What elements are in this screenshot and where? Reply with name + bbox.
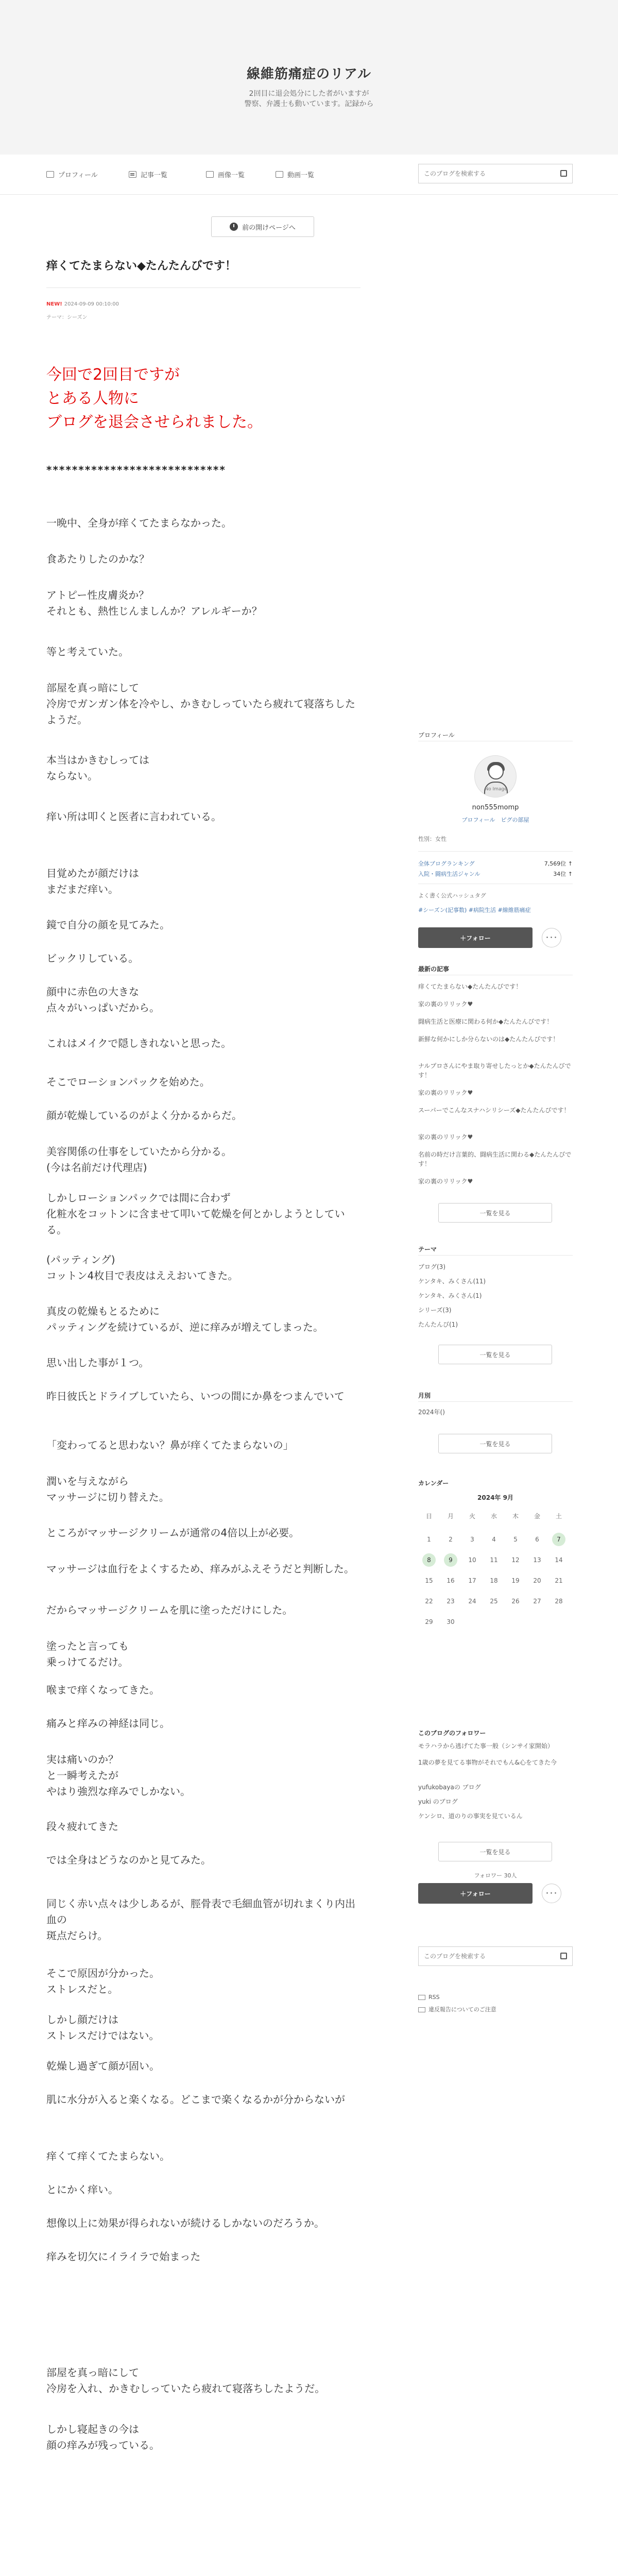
- profile-links[interactable]: プロフィール ピグの部屋: [461, 817, 529, 823]
- report-link[interactable]: [418, 2005, 496, 2013]
- theme-item[interactable]: ケンタキ、みくさん(11): [418, 1278, 486, 1285]
- theme-item[interactable]: たんたんび(1): [418, 1321, 458, 1328]
- profile-icon: [46, 171, 54, 178]
- follower-blog-link[interactable]: モラハラから逃げてた事一般（シンサイ家開始）: [418, 1742, 554, 1750]
- recent-article-link[interactable]: 新鮮な何かにしか分らないのは◆たんたんびです！: [418, 1036, 559, 1043]
- ranking-value: 7,569位 ↑: [544, 860, 573, 867]
- calendar-day[interactable]: 13: [533, 1556, 541, 1564]
- article-paragraph: 昨日彼氏とドライブしていたら、いつの間にか鼻をつまんでいて: [46, 1390, 345, 1402]
- profile-name[interactable]: non555momp: [472, 804, 519, 811]
- follower-blog-link[interactable]: 1歳の夢を見てる事物がそれでもん&心をてきた今: [418, 1759, 557, 1766]
- entry-meta: [46, 300, 360, 323]
- search-input[interactable]: [419, 1947, 553, 1965]
- article-paragraph: これはメイクで隠しきれないと思った。: [46, 1037, 232, 1049]
- recent-article-link[interactable]: 家の裏のリリック♥: [418, 1089, 473, 1096]
- avatar[interactable]: [474, 755, 517, 798]
- calendar-weekday: 月: [447, 1513, 454, 1520]
- followers-list-button[interactable]: 一覧を見る: [438, 1842, 552, 1861]
- profile-sex: 性別：女性: [418, 836, 447, 842]
- recent-article-link[interactable]: ナルプロさんにやま取り寄せしたっとか◆たんたんびです！: [418, 1062, 571, 1079]
- nav-item-label: 動画一覧: [287, 172, 315, 179]
- ranking-value: 34位 ↑: [553, 871, 573, 877]
- theme-item[interactable]: ブログ(3): [418, 1263, 445, 1270]
- article-paragraph: 乾燥し過ぎて顔が固い。: [46, 2060, 160, 2072]
- article-paragraph: 部屋を真っ暗にして 冷房でガンガン体を冷やし、かきむしっていたら疲れて寝落ちしたようだ。: [46, 682, 355, 726]
- ranking-label: 入院・闘病生活ジャンル: [418, 871, 480, 877]
- calendar-weekday: 木: [512, 1513, 519, 1520]
- article-paragraph: 同じく赤い点々は少しあるが、脛骨表で毛細血管が切れまくり内出血の 斑点だらけ。: [46, 1897, 355, 1942]
- followers-count: フォロワー 30人: [474, 1872, 517, 1879]
- calendar-day[interactable]: 23: [447, 1598, 455, 1605]
- recent-article-link[interactable]: 名前の時だけ言葉的、闘病生活に関わる◆たんたんびです！: [418, 1151, 572, 1167]
- article-paragraph: そこでローションパックを始めた。: [46, 1076, 210, 1088]
- article-paragraph: 痒い所は叩くと医者に言われている。: [46, 810, 221, 823]
- article-paragraph: 想像以上に効果が得られないが続けるしかないのだろうか。: [46, 2217, 324, 2229]
- entry-theme[interactable]: テーマ：シーズン: [46, 315, 88, 320]
- calendar-day[interactable]: 2: [449, 1536, 453, 1543]
- nav-item-videos[interactable]: [276, 170, 314, 179]
- calendar-day[interactable]: 30: [447, 1618, 455, 1625]
- calendar-day[interactable]: 1: [427, 1536, 431, 1543]
- article-paragraph: 部屋を真っ暗にして 冷房を入れ、かきむしっていたら疲れて寝落ちしたようだ。: [46, 2366, 325, 2395]
- article-paragraph: しかしローションパックでは間に合わず 化粧水をコットンに含ませて叩いて乾燥を何とかしようとしている。: [46, 1192, 345, 1236]
- recent-article-link[interactable]: 闘病生活と医療に関わる何か◆たんたんびです！: [418, 1018, 553, 1025]
- hashtag-list[interactable]: #シーズン(記事数) #病院生活 #線維筋痛症: [418, 907, 531, 913]
- calendar-day[interactable]: 16: [447, 1577, 455, 1584]
- nav-item-profile[interactable]: [46, 170, 98, 179]
- entry-title[interactable]: 痒くてたまらない◆たんたんびです！: [46, 260, 236, 273]
- article-paragraph: 痒くて痒くてたまらない。: [46, 2150, 170, 2162]
- separator-stars: ****************************: [46, 464, 226, 476]
- calendar-month: 2024年 9月: [477, 1494, 513, 1501]
- clock-icon: [230, 223, 238, 231]
- ranking-row[interactable]: [418, 859, 573, 868]
- calendar-heading: カレンダー: [418, 1480, 449, 1487]
- article-paragraph: マッサージは血行をよくするため、痒みがふえそうだと判断した。: [46, 1563, 354, 1575]
- article-paragraph: 段々疲れてきた: [46, 1820, 118, 1833]
- site-title[interactable]: 線維筋痛症のリアル: [247, 66, 371, 82]
- calendar-day[interactable]: 6: [535, 1536, 539, 1543]
- video-icon: [276, 171, 283, 178]
- calendar-day[interactable]: 9: [444, 1553, 457, 1567]
- archive-item[interactable]: 2024年(): [418, 1409, 445, 1416]
- article-paragraph: アトピー性皮膚炎か？ それとも、熱性じんましんか？アレルギーか？: [46, 589, 262, 617]
- calendar-day[interactable]: 22: [425, 1598, 433, 1605]
- calendar-weekday: 火: [469, 1513, 475, 1520]
- calendar-weekday: 金: [534, 1513, 540, 1520]
- calendar-weekday: 土: [555, 1513, 562, 1520]
- lead-line: とある人物に: [46, 389, 139, 408]
- report-icon: [418, 2007, 425, 2012]
- recent-article-link[interactable]: 家の裏のリリック♥: [418, 1001, 473, 1008]
- nav-item-images[interactable]: [206, 170, 245, 179]
- article-paragraph: だからマッサージクリームを肌に塗っただけにした。: [46, 1604, 293, 1616]
- calendar-day[interactable]: 4: [492, 1536, 496, 1543]
- site-description: [0, 89, 618, 109]
- entry-date: 2024-09-09 00:10:00: [64, 301, 119, 307]
- article-paragraph: (パッティング) コットン4枚目で表皮はええおいてきた。: [46, 1253, 238, 1282]
- article-paragraph: 美容関係の仕事をしていたから分かる。 (今は名前だけ代理店): [46, 1145, 232, 1174]
- calendar-day[interactable]: 14: [555, 1556, 563, 1564]
- recent-article-link[interactable]: 家の裏のリリック♥: [418, 1178, 473, 1185]
- image-icon: [206, 171, 214, 178]
- article-paragraph: 痛みと痒みの神経は同じ。: [46, 1717, 170, 1730]
- article-paragraph: 顔中に赤色の大きな 点々がいっぱいだから。: [46, 986, 160, 1014]
- calendar-day[interactable]: 26: [511, 1598, 520, 1605]
- follower-blog-link[interactable]: yuki のブログ: [418, 1798, 458, 1805]
- recent-article-link[interactable]: スーパーでこんなスナハシリシーズ◆たんたんびです！: [418, 1107, 570, 1114]
- lead-line: 今回で2回目ですが: [46, 366, 180, 384]
- calendar-day[interactable]: 29: [425, 1618, 433, 1625]
- sidebar-divider: [418, 851, 573, 852]
- calendar-day[interactable]: 28: [555, 1598, 563, 1605]
- article-paragraph: ビックリしている。: [46, 952, 139, 964]
- search-input[interactable]: [419, 164, 553, 183]
- lead-red-text: [46, 363, 360, 434]
- calendar-day[interactable]: 7: [552, 1533, 565, 1546]
- sidebar-divider: [418, 1401, 573, 1402]
- follower-blog-link[interactable]: ケンシロ、道のりの事実を見ているん: [418, 1812, 523, 1820]
- calendar-day[interactable]: 24: [468, 1598, 476, 1605]
- nav-item-articles[interactable]: [129, 170, 167, 179]
- calendar-day[interactable]: 25: [490, 1598, 498, 1605]
- article-paragraph: 真皮の乾燥もとるために パッティングを続けているが、逆に痒みが増えてしまった。: [46, 1305, 323, 1333]
- article-paragraph: しかし顔だけは ストレスだけではない。: [46, 2013, 160, 2042]
- previous-page-button[interactable]: [211, 216, 314, 237]
- more-options-button[interactable]: ･･･: [542, 1884, 561, 1903]
- search-icon[interactable]: [560, 170, 567, 177]
- calendar-day[interactable]: 19: [511, 1577, 520, 1584]
- recent-list-button[interactable]: 一覧を見る: [438, 1203, 552, 1223]
- article-paragraph: そこで原因が分かった。 ストレスだと。: [46, 1967, 160, 1995]
- theme-item[interactable]: シリーズ(3): [418, 1307, 452, 1314]
- calendar-weekday: 日: [425, 1513, 432, 1520]
- calendar-day[interactable]: 15: [425, 1577, 433, 1584]
- avatar-head: [488, 764, 504, 779]
- article: [46, 258, 360, 2451]
- article-paragraph: 目覚めたが顔だけは まだまだ痒い。: [46, 867, 139, 895]
- recent-article-link[interactable]: 痒くてたまらない◆たんたんびです！: [418, 983, 522, 990]
- followers-heading: このブログのフォロワー: [418, 1730, 486, 1737]
- article-paragraph: 食あたりしたのかな？: [46, 553, 149, 565]
- article-paragraph: 肌に水分が入ると楽くなる。どこまで楽くなるかが分からないが: [46, 2093, 345, 2106]
- calendar-weekday: 水: [490, 1513, 497, 1520]
- article-paragraph: 思い出した事が１つ。: [46, 1357, 149, 1369]
- site-description-line: 警察、弁護士も動いています。記録から: [244, 100, 374, 108]
- recent-article-link[interactable]: 家の裏のリリック♥: [418, 1133, 473, 1141]
- article-paragraph: 顔が乾燥しているのがよく分かるからだ。: [46, 1109, 242, 1122]
- header-search-box: [418, 164, 573, 183]
- article-paragraph: ところがマッサージクリームが通常の4倍以上が必要。: [46, 1527, 300, 1539]
- calendar-day[interactable]: 20: [533, 1577, 541, 1584]
- calendar-day[interactable]: 27: [533, 1598, 541, 1605]
- follow-button[interactable]: ＋フォロー: [418, 927, 533, 948]
- article-paragraph: では全身はどうなのかと見てみた。: [46, 1854, 211, 1866]
- calendar-day[interactable]: 11: [490, 1556, 498, 1564]
- theme-heading: テーマ: [418, 1246, 437, 1253]
- theme-item[interactable]: ケンタキ、みくさん(1): [418, 1292, 482, 1299]
- search-icon[interactable]: [560, 1953, 567, 1959]
- nav-item-label: 記事一覧: [141, 172, 168, 179]
- ranking-label: 全体ブログランキング: [418, 860, 475, 867]
- calendar-day[interactable]: 5: [513, 1536, 518, 1543]
- calendar-day[interactable]: 12: [511, 1556, 520, 1564]
- nav-item-label: 画像一覧: [218, 172, 245, 179]
- title-divider: [46, 287, 360, 288]
- calendar-day[interactable]: 10: [468, 1556, 476, 1564]
- article-paragraph: 等と考えていた。: [46, 646, 129, 658]
- recent-heading: 最新の記事: [418, 965, 450, 973]
- new-badge: NEW!: [46, 301, 62, 307]
- calendar-day[interactable]: 17: [468, 1577, 476, 1584]
- calendar-day[interactable]: 8: [422, 1553, 436, 1567]
- document-icon: [129, 171, 136, 178]
- rss-link[interactable]: [418, 1994, 440, 2001]
- article-paragraph: 鏡で自分の顔を見てみた。: [46, 919, 170, 931]
- article-paragraph: とにかく痒い。: [46, 2183, 118, 2196]
- site-description-line: 2回目に退会処分にした者がいますが: [249, 90, 369, 98]
- rss-icon: [418, 1995, 425, 2000]
- follower-blog-link[interactable]: yufukobayaの ブログ: [418, 1784, 481, 1791]
- article-paragraph: 痒みを切欠にイライラで始まった: [46, 2250, 201, 2263]
- calendar-day[interactable]: 18: [490, 1577, 498, 1584]
- profile-heading: プロフィール: [418, 732, 455, 739]
- article-paragraph: 潤いを与えながら マッサージに切り替えた。: [46, 1475, 169, 1503]
- more-options-button[interactable]: ･･･: [542, 928, 561, 947]
- ranking-row[interactable]: [418, 870, 573, 878]
- article-paragraph: 実は痛いのか？ と一瞬考えたが やはり強烈な痒みでしかない。: [46, 1753, 191, 1798]
- archive-heading: 月別: [418, 1392, 431, 1399]
- archive-list-button[interactable]: 一覧を見る: [438, 1434, 552, 1453]
- report-label: 違反報告についてのご注意: [428, 2006, 496, 2013]
- follow-button[interactable]: ＋フォロー: [418, 1883, 533, 1904]
- rss-label: RSS: [428, 1994, 440, 2001]
- article-paragraph: 「変わってると思わない？鼻が痒くてたまらないの」: [46, 1439, 294, 1451]
- calendar-day[interactable]: 21: [555, 1577, 563, 1584]
- site-header: [0, 0, 618, 155]
- no-image-label: No Image: [485, 787, 507, 792]
- theme-list-button[interactable]: 一覧を見る: [438, 1345, 552, 1364]
- article-paragraph: 喉まで痒くなってきた。: [46, 1684, 160, 1696]
- sidebar-divider: [418, 1255, 573, 1256]
- calendar-day[interactable]: 3: [470, 1536, 474, 1543]
- hashtag-heading: よく書く公式ハッシュタグ: [418, 892, 486, 899]
- lead-line: ブログを退会させられました。: [46, 413, 263, 431]
- article-paragraph: 本当はかきむしっては ならない。: [46, 754, 149, 782]
- article-paragraph: 一晩中、全身が痒くてたまらなかった。: [46, 517, 232, 529]
- previous-page-label: 前の開けページへ: [242, 224, 296, 232]
- sidebar-search-box: [418, 1946, 573, 1966]
- nav-item-label: プロフィール: [58, 172, 98, 179]
- article-paragraph: しかし寝起きの今は 顔の痒みが残っている。: [46, 2423, 160, 2451]
- article-paragraph: 塗ったと言っても 乗っけてるだけ。: [46, 1640, 129, 1668]
